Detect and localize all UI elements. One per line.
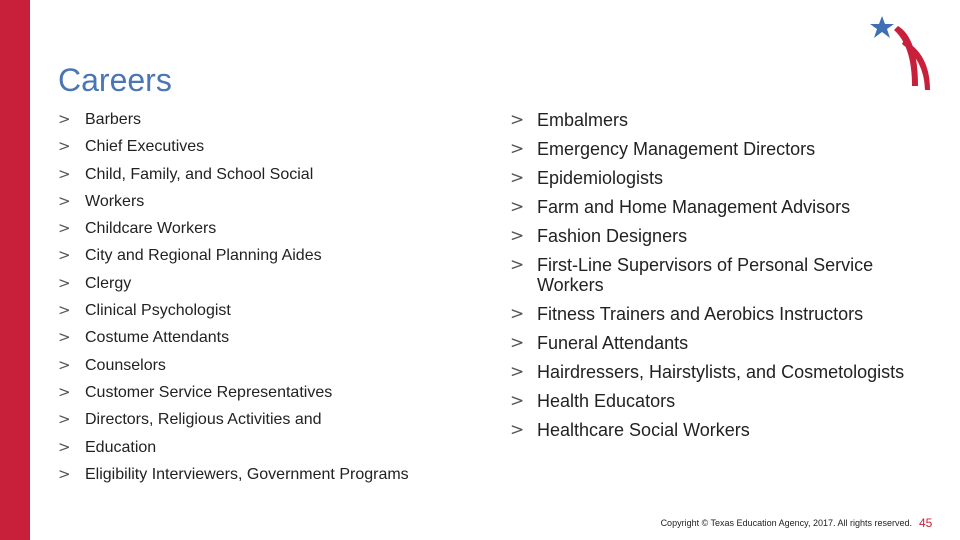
list-item-label: Eligibility Interviewers, Government Programs: [85, 465, 409, 483]
list-item-label: First-Line Supervisors of Personal Service Workers: [537, 255, 874, 295]
page-number: 45: [919, 516, 933, 530]
bullet-chevron-icon: >: [510, 255, 525, 275]
star-swoosh-logo-icon: [864, 12, 936, 96]
list-item: [58, 242, 478, 269]
list-item: [510, 333, 930, 353]
list-item: [510, 255, 930, 295]
bullet-chevron-icon: >: [58, 355, 71, 374]
list-item-label: Workers: [85, 192, 145, 210]
bullet-chevron-icon: >: [58, 382, 71, 401]
list-item: [510, 197, 930, 217]
list-item: [58, 297, 478, 324]
careers-list-right: [510, 106, 930, 449]
list-item: [58, 270, 478, 297]
list-item: [58, 434, 478, 461]
list-item-label: Epidemiologists: [537, 168, 664, 188]
bullet-chevron-icon: >: [510, 139, 525, 159]
list-item: [510, 139, 930, 159]
list-item-label: Chief Executives: [85, 138, 205, 156]
bullet-chevron-icon: >: [58, 464, 71, 483]
bullet-chevron-icon: >: [58, 164, 71, 183]
list-item-label: Directors, Religious Activities and: [85, 411, 322, 429]
list-item: [510, 168, 930, 188]
list-item: [58, 406, 478, 433]
list-item-label: Farm and Home Management Advisors: [537, 197, 851, 217]
list-item-label: Child, Family, and School Social: [85, 165, 314, 183]
list-item: [510, 420, 930, 440]
list-item-label: Hairdressers, Hairstylists, and Cosmetologists: [537, 362, 905, 382]
list-item-label: Clergy: [85, 274, 132, 292]
list-item-label: Childcare Workers: [85, 220, 217, 238]
bullet-chevron-icon: >: [510, 362, 525, 382]
left-accent-bar: [0, 0, 30, 540]
list-item-label: City and Regional Planning Aides: [85, 247, 322, 265]
list-item: [510, 391, 930, 411]
bullet-chevron-icon: >: [58, 410, 71, 429]
bullet-chevron-icon: >: [58, 219, 71, 238]
list-item-label: Customer Service Representatives: [85, 383, 333, 401]
list-item-label: Fashion Designers: [537, 226, 688, 246]
bullet-chevron-icon: >: [510, 226, 525, 246]
bullet-chevron-icon: >: [510, 391, 525, 411]
list-item-label: Embalmers: [537, 110, 629, 130]
bullet-chevron-icon: >: [58, 437, 71, 456]
bullet-chevron-icon: >: [58, 328, 71, 347]
list-item: [58, 161, 478, 188]
list-item-label: Counselors: [85, 356, 166, 374]
list-item-label: Barbers: [85, 111, 142, 128]
list-item-label: Healthcare Social Workers: [537, 420, 750, 440]
slide-title: Careers: [58, 62, 172, 98]
list-item: [510, 304, 930, 324]
bullet-chevron-icon: >: [58, 110, 71, 128]
list-item: [510, 226, 930, 246]
list-item: [58, 188, 478, 215]
bullet-chevron-icon: >: [510, 333, 525, 353]
bullet-chevron-icon: >: [58, 191, 71, 210]
bullet-chevron-icon: >: [58, 301, 71, 320]
bullet-chevron-icon: >: [510, 420, 525, 440]
bullet-chevron-icon: >: [58, 137, 71, 156]
bullet-chevron-icon: >: [58, 246, 71, 265]
list-item: [58, 379, 478, 406]
list-item: [510, 110, 930, 130]
copyright-footer: Copyright © Texas Education Agency, 2017. All rights reserved.: [660, 518, 912, 528]
list-item: [58, 133, 478, 160]
list-item: [510, 362, 930, 382]
bullet-chevron-icon: >: [510, 304, 525, 324]
careers-list-left: [58, 106, 478, 488]
list-item-label: Education: [85, 438, 157, 456]
list-item: [58, 324, 478, 351]
list-item: [58, 215, 478, 242]
list-item: [58, 352, 478, 379]
list-item-label: Costume Attendants: [85, 329, 230, 347]
list-item-label: Funeral Attendants: [537, 333, 689, 353]
list-item-label: Emergency Management Directors: [537, 139, 816, 159]
bullet-chevron-icon: >: [510, 110, 525, 130]
list-item-label: Fitness Trainers and Aerobics Instructors: [537, 304, 864, 324]
list-item-label: Clinical Psychologist: [85, 302, 231, 320]
bullet-chevron-icon: >: [58, 273, 71, 292]
list-item: [58, 461, 478, 488]
list-item-label: Health Educators: [537, 391, 676, 411]
bullet-chevron-icon: >: [510, 197, 525, 217]
list-item: [58, 106, 478, 133]
bullet-chevron-icon: >: [510, 168, 525, 188]
